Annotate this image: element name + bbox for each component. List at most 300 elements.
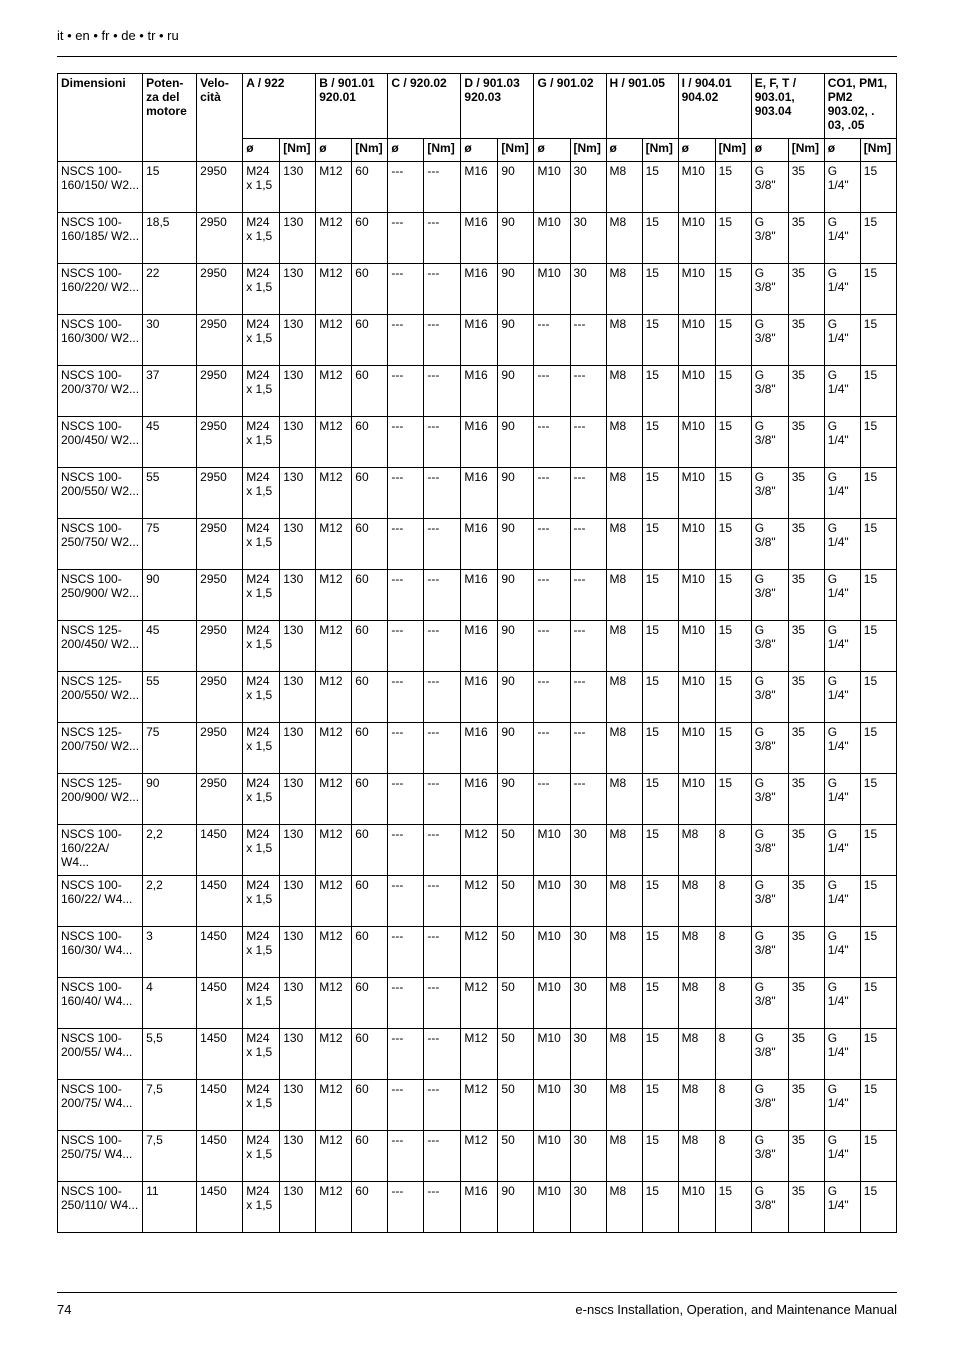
table-cell: 15: [715, 519, 751, 570]
table-cell: M12: [316, 1080, 352, 1131]
table-cell: M24 x 1,5: [243, 621, 280, 672]
subheader-diameter: ø: [243, 139, 280, 162]
subheader-torque: [Nm]: [642, 139, 678, 162]
table-cell: ---: [424, 723, 461, 774]
table-cell: M10: [678, 519, 715, 570]
table-cell: 130: [280, 213, 316, 264]
table-cell: M10: [678, 264, 715, 315]
table-cell: 90: [498, 570, 534, 621]
table-cell: M10: [678, 162, 715, 213]
table-cell: M16: [461, 468, 498, 519]
table-cell: 60: [352, 417, 388, 468]
table-cell: ---: [424, 162, 461, 213]
table-cell: 90: [498, 366, 534, 417]
table-cell: 15: [860, 774, 896, 825]
table-cell: 30: [570, 876, 606, 927]
table-cell: 90: [143, 774, 197, 825]
table-cell: 8: [715, 927, 751, 978]
table-cell: ---: [570, 570, 606, 621]
table-cell: ---: [534, 468, 570, 519]
table-cell: M16: [461, 417, 498, 468]
table-cell: 2,2: [143, 825, 197, 876]
table-cell: 15: [715, 1182, 751, 1233]
table-cell: M16: [461, 570, 498, 621]
table-cell: ---: [424, 876, 461, 927]
table-cell: 2950: [197, 366, 243, 417]
table-cell: 2950: [197, 519, 243, 570]
table-cell: M10: [678, 570, 715, 621]
table-row: [58, 672, 897, 723]
table-cell: 130: [280, 1182, 316, 1233]
table-cell: 15: [715, 417, 751, 468]
table-row: [58, 264, 897, 315]
table-cell: 15: [860, 570, 896, 621]
table-cell: M12: [316, 1182, 352, 1233]
table-cell: M10: [534, 876, 570, 927]
table-cell: ---: [388, 1029, 424, 1080]
table-cell: 35: [788, 1080, 824, 1131]
table-cell: ---: [570, 468, 606, 519]
table-cell: NSCS 100-250/750/ W2...: [58, 519, 143, 570]
table-cell: G 3/8": [751, 825, 788, 876]
table-cell: 2950: [197, 264, 243, 315]
table-cell: M12: [461, 1029, 498, 1080]
table-cell: M8: [606, 1131, 642, 1182]
table-cell: G 1/4": [824, 162, 860, 213]
table-cell: ---: [388, 366, 424, 417]
table-cell: NSCS 125-200/550/ W2...: [58, 672, 143, 723]
header-potenza: Poten- za del motore: [143, 74, 197, 162]
table-cell: 8: [715, 1029, 751, 1080]
table-cell: G 3/8": [751, 927, 788, 978]
table-cell: 30: [143, 315, 197, 366]
table-cell: 30: [570, 1131, 606, 1182]
table-cell: ---: [424, 1029, 461, 1080]
table-cell: 1450: [197, 1131, 243, 1182]
table-cell: 15: [715, 162, 751, 213]
table-cell: 8: [715, 825, 751, 876]
table-cell: ---: [570, 672, 606, 723]
table-cell: 60: [352, 570, 388, 621]
table-cell: 130: [280, 672, 316, 723]
table-cell: G 1/4": [824, 417, 860, 468]
header-dimensioni: Dimensioni: [58, 74, 143, 162]
subheader-diameter: ø: [678, 139, 715, 162]
table-cell: ---: [570, 723, 606, 774]
table-cell: M12: [316, 825, 352, 876]
header-rule: [57, 56, 897, 57]
table-cell: 15: [860, 468, 896, 519]
table-cell: M8: [606, 417, 642, 468]
table-cell: ---: [424, 978, 461, 1029]
table-cell: 55: [143, 468, 197, 519]
table-cell: G 3/8": [751, 1182, 788, 1233]
table-cell: M24 x 1,5: [243, 264, 280, 315]
table-cell: M8: [606, 366, 642, 417]
table-cell: 90: [498, 723, 534, 774]
table-cell: 60: [352, 1182, 388, 1233]
table-row: [58, 1182, 897, 1233]
table-row: [58, 213, 897, 264]
table-cell: 15: [860, 876, 896, 927]
table-cell: ---: [424, 366, 461, 417]
table-cell: 2950: [197, 774, 243, 825]
table-cell: 15: [860, 162, 896, 213]
table-cell: M24 x 1,5: [243, 774, 280, 825]
table-cell: 15: [715, 621, 751, 672]
table-cell: G 3/8": [751, 1131, 788, 1182]
table-cell: M8: [606, 1182, 642, 1233]
table-cell: M12: [461, 978, 498, 1029]
table-cell: M24 x 1,5: [243, 315, 280, 366]
table-cell: G 1/4": [824, 774, 860, 825]
table-cell: M12: [316, 366, 352, 417]
table-cell: 15: [642, 978, 678, 1029]
table-cell: NSCS 100-250/110/ W4...: [58, 1182, 143, 1233]
table-cell: M8: [606, 672, 642, 723]
table-cell: 130: [280, 825, 316, 876]
table-cell: M8: [606, 825, 642, 876]
table-cell: M10: [678, 213, 715, 264]
table-cell: 3: [143, 927, 197, 978]
table-cell: M24 x 1,5: [243, 876, 280, 927]
table-cell: M8: [606, 468, 642, 519]
table-cell: 15: [860, 1182, 896, 1233]
table-cell: 60: [352, 672, 388, 723]
table-cell: G 3/8": [751, 723, 788, 774]
table-cell: M24 x 1,5: [243, 570, 280, 621]
table-cell: ---: [388, 468, 424, 519]
table-cell: M16: [461, 1182, 498, 1233]
table-cell: ---: [388, 519, 424, 570]
table-cell: M10: [534, 162, 570, 213]
table-cell: NSCS 100-160/150/ W2...: [58, 162, 143, 213]
table-cell: M10: [534, 927, 570, 978]
table-cell: NSCS 100-160/30/ W4...: [58, 927, 143, 978]
table-cell: G 1/4": [824, 1029, 860, 1080]
table-cell: M10: [678, 366, 715, 417]
table-cell: M24 x 1,5: [243, 417, 280, 468]
table-cell: M8: [678, 978, 715, 1029]
table-cell: 30: [570, 1029, 606, 1080]
table-cell: M10: [534, 825, 570, 876]
table-cell: M10: [534, 1080, 570, 1131]
table-cell: 130: [280, 264, 316, 315]
table-cell: ---: [570, 366, 606, 417]
table-cell: G 3/8": [751, 570, 788, 621]
subheader-diameter: ø: [824, 139, 860, 162]
table-cell: ---: [534, 672, 570, 723]
table-cell: 15: [715, 570, 751, 621]
table-cell: M16: [461, 723, 498, 774]
table-cell: 2950: [197, 468, 243, 519]
table-cell: M8: [606, 621, 642, 672]
table-cell: 15: [642, 264, 678, 315]
table-cell: M8: [678, 876, 715, 927]
table-cell: 15: [860, 1080, 896, 1131]
table-cell: 35: [788, 978, 824, 1029]
table-cell: M12: [316, 672, 352, 723]
table-cell: 15: [642, 927, 678, 978]
table-cell: 35: [788, 1029, 824, 1080]
table-cell: M10: [678, 723, 715, 774]
table-cell: 1450: [197, 927, 243, 978]
table-cell: G 3/8": [751, 264, 788, 315]
table-cell: 1450: [197, 1182, 243, 1233]
table-cell: G 3/8": [751, 1029, 788, 1080]
table-cell: 2950: [197, 162, 243, 213]
table-cell: 90: [498, 774, 534, 825]
table-row: [58, 1131, 897, 1182]
table-cell: 11: [143, 1182, 197, 1233]
table-row: [58, 417, 897, 468]
table-cell: 60: [352, 264, 388, 315]
table-cell: M10: [534, 264, 570, 315]
table-cell: 50: [498, 927, 534, 978]
table-cell: 50: [498, 1029, 534, 1080]
table-cell: M12: [316, 264, 352, 315]
table-cell: ---: [388, 825, 424, 876]
table-cell: NSCS 100-160/22/ W4...: [58, 876, 143, 927]
table-cell: 50: [498, 876, 534, 927]
table-cell: M12: [316, 774, 352, 825]
table-cell: 2950: [197, 621, 243, 672]
table-cell: ---: [388, 978, 424, 1029]
table-cell: G 1/4": [824, 1080, 860, 1131]
table-cell: 35: [788, 1131, 824, 1182]
table-cell: 35: [788, 468, 824, 519]
table-cell: M24 x 1,5: [243, 162, 280, 213]
table-cell: ---: [424, 1131, 461, 1182]
table-cell: ---: [424, 927, 461, 978]
table-cell: ---: [534, 315, 570, 366]
table-cell: 30: [570, 264, 606, 315]
table-cell: 130: [280, 519, 316, 570]
table-cell: NSCS 100-160/185/ W2...: [58, 213, 143, 264]
header-group-c: C / 920.02: [388, 74, 461, 139]
table-cell: 15: [860, 315, 896, 366]
table-cell: 50: [498, 1131, 534, 1182]
table-cell: G 1/4": [824, 672, 860, 723]
table-cell: ---: [534, 774, 570, 825]
table-cell: ---: [570, 621, 606, 672]
table-cell: M12: [461, 876, 498, 927]
table-cell: M12: [316, 621, 352, 672]
table-cell: M24 x 1,5: [243, 1029, 280, 1080]
table-cell: G 1/4": [824, 1182, 860, 1233]
table-row: [58, 978, 897, 1029]
table-cell: M10: [678, 774, 715, 825]
table-cell: ---: [424, 468, 461, 519]
table-cell: 90: [498, 213, 534, 264]
table-cell: 15: [860, 366, 896, 417]
table-cell: 45: [143, 621, 197, 672]
table-cell: 15: [860, 1131, 896, 1182]
table-cell: ---: [570, 315, 606, 366]
table-cell: ---: [424, 825, 461, 876]
table-cell: M8: [606, 162, 642, 213]
table-cell: G 1/4": [824, 876, 860, 927]
table-cell: ---: [534, 621, 570, 672]
table-cell: 30: [570, 825, 606, 876]
table-cell: M12: [461, 927, 498, 978]
table-cell: 15: [642, 1131, 678, 1182]
table-cell: 15: [860, 621, 896, 672]
table-cell: 130: [280, 570, 316, 621]
subheader-torque: [Nm]: [715, 139, 751, 162]
table-cell: M24 x 1,5: [243, 927, 280, 978]
table-cell: 1450: [197, 825, 243, 876]
table-cell: ---: [388, 162, 424, 213]
table-cell: 130: [280, 468, 316, 519]
header-velocita: Velo- cità: [197, 74, 243, 162]
table-cell: 130: [280, 1131, 316, 1182]
table-cell: M10: [678, 1182, 715, 1233]
table-cell: M8: [606, 876, 642, 927]
table-cell: 1450: [197, 1029, 243, 1080]
table-row: [58, 927, 897, 978]
table-cell: 60: [352, 1029, 388, 1080]
table-cell: M16: [461, 672, 498, 723]
table-cell: ---: [424, 417, 461, 468]
table-cell: M16: [461, 213, 498, 264]
table-cell: ---: [424, 264, 461, 315]
table-cell: 90: [498, 621, 534, 672]
table-cell: M10: [534, 213, 570, 264]
table-cell: 130: [280, 876, 316, 927]
table-cell: 50: [498, 978, 534, 1029]
table-cell: ---: [534, 723, 570, 774]
subheader-diameter: ø: [751, 139, 788, 162]
table-cell: 2950: [197, 723, 243, 774]
table-cell: 15: [860, 417, 896, 468]
table-cell: M8: [678, 1131, 715, 1182]
table-cell: ---: [388, 1131, 424, 1182]
subheader-torque: [Nm]: [280, 139, 316, 162]
table-cell: 15: [642, 1182, 678, 1233]
table-cell: 60: [352, 315, 388, 366]
table-cell: M24 x 1,5: [243, 366, 280, 417]
table-cell: M12: [316, 723, 352, 774]
table-cell: M10: [678, 315, 715, 366]
table-cell: M16: [461, 366, 498, 417]
table-cell: M16: [461, 519, 498, 570]
table-cell: G 3/8": [751, 468, 788, 519]
table-cell: 4: [143, 978, 197, 1029]
table-cell: 60: [352, 1131, 388, 1182]
table-cell: 130: [280, 366, 316, 417]
table-cell: M24 x 1,5: [243, 519, 280, 570]
table-cell: 55: [143, 672, 197, 723]
table-cell: M12: [316, 519, 352, 570]
table-cell: M24 x 1,5: [243, 213, 280, 264]
table-cell: NSCS 125-200/450/ W2...: [58, 621, 143, 672]
table-cell: 15: [642, 162, 678, 213]
table-cell: 15: [715, 468, 751, 519]
table-cell: 15: [715, 264, 751, 315]
table-row: [58, 1029, 897, 1080]
table-cell: ---: [388, 621, 424, 672]
table-cell: G 1/4": [824, 825, 860, 876]
table-cell: 15: [715, 366, 751, 417]
table-cell: M24 x 1,5: [243, 1182, 280, 1233]
manual-title: e-nscs Installation, Operation, and Maintenance Manual: [575, 1302, 897, 1317]
table-cell: 30: [570, 1182, 606, 1233]
table-cell: M8: [606, 315, 642, 366]
table-cell: M12: [316, 417, 352, 468]
table-cell: M10: [678, 621, 715, 672]
page-number: 74: [57, 1302, 72, 1317]
table-cell: 2950: [197, 213, 243, 264]
table-cell: 60: [352, 825, 388, 876]
table-cell: 18,5: [143, 213, 197, 264]
table-cell: M10: [534, 1131, 570, 1182]
table-cell: 35: [788, 825, 824, 876]
table-cell: 35: [788, 723, 824, 774]
table-cell: 15: [715, 315, 751, 366]
table-cell: NSCS 100-250/900/ W2...: [58, 570, 143, 621]
table-cell: NSCS 100-200/75/ W4...: [58, 1080, 143, 1131]
table-cell: M10: [678, 468, 715, 519]
table-cell: ---: [388, 723, 424, 774]
table-cell: M8: [606, 774, 642, 825]
table-row: [58, 162, 897, 213]
table-cell: NSCS 125-200/750/ W2...: [58, 723, 143, 774]
table-cell: M12: [316, 1029, 352, 1080]
table-cell: M16: [461, 774, 498, 825]
table-cell: 15: [642, 519, 678, 570]
table-cell: 8: [715, 876, 751, 927]
table-cell: 35: [788, 162, 824, 213]
table-cell: M8: [606, 264, 642, 315]
table-row: [58, 1080, 897, 1131]
table-row: [58, 570, 897, 621]
table-cell: M24 x 1,5: [243, 1131, 280, 1182]
table-cell: NSCS 100-160/220/ W2...: [58, 264, 143, 315]
table-cell: G 1/4": [824, 927, 860, 978]
table-row: [58, 315, 897, 366]
table-cell: G 3/8": [751, 417, 788, 468]
table-cell: M16: [461, 162, 498, 213]
table-cell: 130: [280, 978, 316, 1029]
table-cell: G 1/4": [824, 570, 860, 621]
table-cell: G 3/8": [751, 366, 788, 417]
table-cell: G 3/8": [751, 213, 788, 264]
table-cell: 60: [352, 876, 388, 927]
table-cell: 60: [352, 774, 388, 825]
table-cell: 30: [570, 1080, 606, 1131]
table-cell: M12: [316, 978, 352, 1029]
table-cell: ---: [388, 1182, 424, 1233]
table-cell: NSCS 100-200/550/ W2...: [58, 468, 143, 519]
table-cell: ---: [534, 519, 570, 570]
subheader-diameter: ø: [534, 139, 570, 162]
table-cell: G 1/4": [824, 723, 860, 774]
table-cell: M12: [316, 213, 352, 264]
table-cell: M8: [606, 1029, 642, 1080]
table-cell: M8: [606, 519, 642, 570]
table-cell: 15: [642, 621, 678, 672]
header-group-eft: E, F, T / 903.01, 903.04: [751, 74, 824, 139]
table-cell: 75: [143, 519, 197, 570]
table-cell: 15: [860, 519, 896, 570]
header-group-b: B / 901.01 920.01: [316, 74, 388, 139]
table-cell: 15: [715, 774, 751, 825]
table-cell: M24 x 1,5: [243, 672, 280, 723]
table-cell: 35: [788, 213, 824, 264]
subheader-torque: [Nm]: [352, 139, 388, 162]
table-cell: ---: [388, 876, 424, 927]
